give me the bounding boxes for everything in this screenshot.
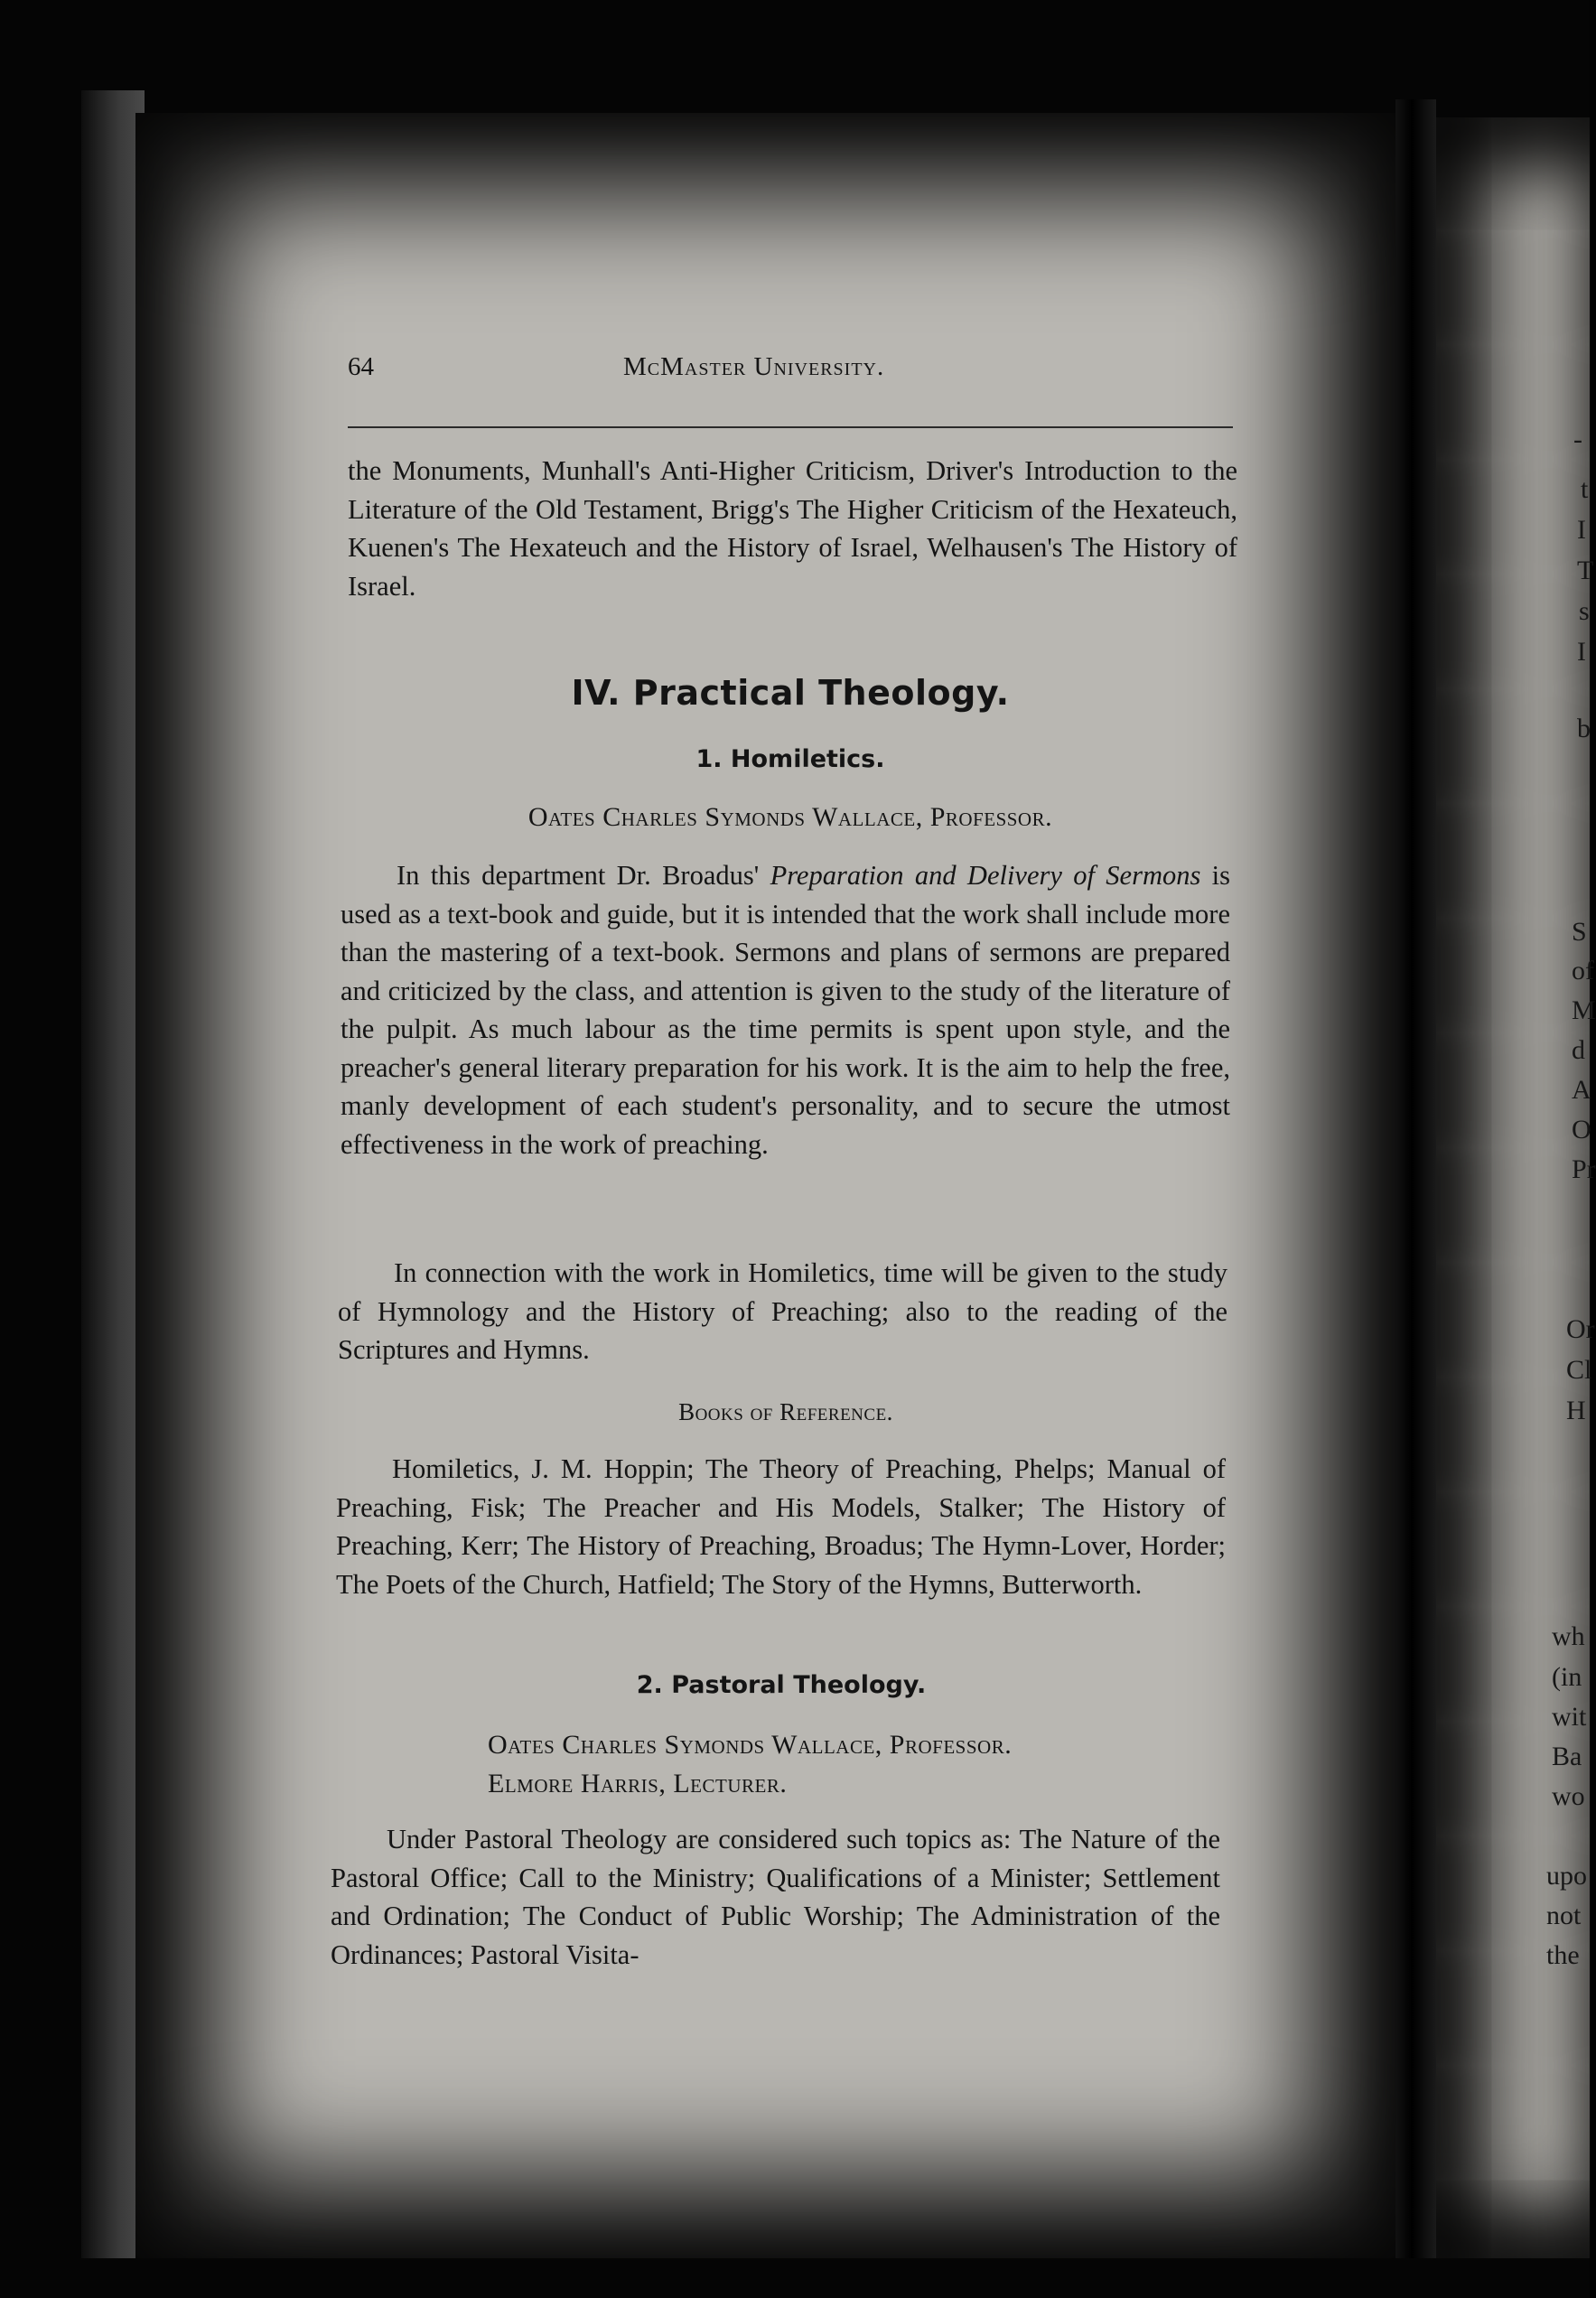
books-of-reference-list <box>336 1450 1226 1603</box>
facing-page-fragment: (in <box>1552 1662 1582 1692</box>
facing-page-fragment: d <box>1572 1035 1585 1065</box>
pastoral-lecturer: Elmore Harris, Lecturer. <box>488 1769 788 1798</box>
facing-page-fragment: Pr <box>1572 1154 1596 1184</box>
paragraph-text: Homiletics, J. M. Hoppin; The Theory of Preaching, Phelps; Manual of Preaching, Fisk; The Preacher and His Models, Stalker; The History of Preaching, Kerr; The History of Preaching, Broadus; The Hymn-Lover, Horder; The Poets of the Church, Hatfield; The Story of the Hymns, Butterworth. <box>336 1453 1226 1600</box>
facing-page-fragment: M <box>1572 995 1596 1025</box>
paragraph-text: In this department Dr. Broadus' <box>397 860 760 891</box>
facing-page-fragment: H <box>1566 1396 1586 1425</box>
paragraph-text: is used as a text-book and guide, but it is intended that the work shall include more than the mastering of a text-book. Sermons and plans of sermons are prepared and criticized by the class, and attention is given to the study of the literature of the pulpit. As much labour as the time permits is spent upon style, and the preacher's general literary preparation for his work. It is the aim to help the free, manly development of each student's personality, and to secure the utmost effectiveness in the work of preaching. <box>341 860 1231 1160</box>
facing-page-fragment: Ba <box>1552 1742 1582 1771</box>
pastoral-professor: Oates Charles Symonds Wallace, Professor. <box>488 1730 1013 1760</box>
homiletics-paragraph-2 <box>338 1254 1227 1369</box>
section-heading: IV. Practical Theology. <box>571 673 1010 713</box>
facing-page-fragment: I <box>1577 515 1586 545</box>
facing-page-fragment: Or <box>1566 1314 1595 1344</box>
facing-page-fragment: of <box>1572 956 1594 986</box>
facing-page-fragment: wo <box>1552 1781 1585 1811</box>
paragraph-text: In connection with the work in Homiletics, time will be given to the study of Hymnology and the History of Preaching; also to the reading of the Scriptures and Hymns. <box>338 1257 1227 1365</box>
facing-page-fragment: upo <box>1546 1861 1587 1891</box>
facing-page-fragment: I <box>1577 637 1586 667</box>
paragraph-text: the Monuments, Munhall's Anti-Higher Criticism, Driver's Introduction to the Literature of the Old Testament, Brigg's The Higher Criticism of the Hexateuch, Kuenen's The Hexateuch and the History of Israel, Welhausen's The History of Israel. <box>348 455 1237 602</box>
facing-page-fragment: the <box>1546 1940 1580 1970</box>
pastoral-paragraph <box>331 1820 1220 1974</box>
facing-page-fragment: wit <box>1552 1702 1587 1732</box>
facing-page-fragment: b <box>1577 714 1591 743</box>
facing-page-fragment: wh <box>1552 1621 1585 1651</box>
header-rule <box>348 426 1233 428</box>
facing-page-fragment: s <box>1579 596 1590 626</box>
paragraph-text: Under Pastoral Theology are considered such topics as: The Nature of the Pastoral Office; Call to the Ministry; Qualifications of a Minister; Settlement and Ordination; The Conduct of Public Worship; The Administration of the Ordinances; Pastoral Visita- <box>331 1824 1220 1970</box>
running-header <box>348 352 1233 390</box>
pastoral-theology-heading: 2. Pastoral Theology. <box>636 1671 927 1699</box>
book-gutter <box>1395 99 1436 2258</box>
facing-page-fragment: not <box>1546 1901 1582 1930</box>
homiletics-professor: Oates Charles Symonds Wallace, Professor. <box>527 802 1053 832</box>
facing-page-fragment: S <box>1572 917 1587 947</box>
continued-paragraph <box>348 452 1237 605</box>
facing-page-fragment: - <box>1573 425 1582 454</box>
facing-page-fragment: t <box>1581 474 1589 504</box>
books-of-reference-heading: Books of Reference. <box>678 1398 893 1425</box>
facing-page-edge <box>1436 117 1596 2258</box>
facing-page-fragment: O <box>1572 1115 1591 1144</box>
facing-page-fragment: T <box>1577 556 1594 585</box>
book-title: Preparation and Delivery of Sermons <box>770 860 1201 891</box>
homiletics-paragraph-1 <box>341 856 1230 1163</box>
running-title: McMaster University. <box>623 352 885 381</box>
facing-page-fragment: Cl <box>1566 1355 1592 1385</box>
facing-page-fragment: A <box>1572 1075 1591 1105</box>
homiletics-heading: 1. Homiletics. <box>695 745 885 773</box>
page-number: 64 <box>348 352 374 381</box>
